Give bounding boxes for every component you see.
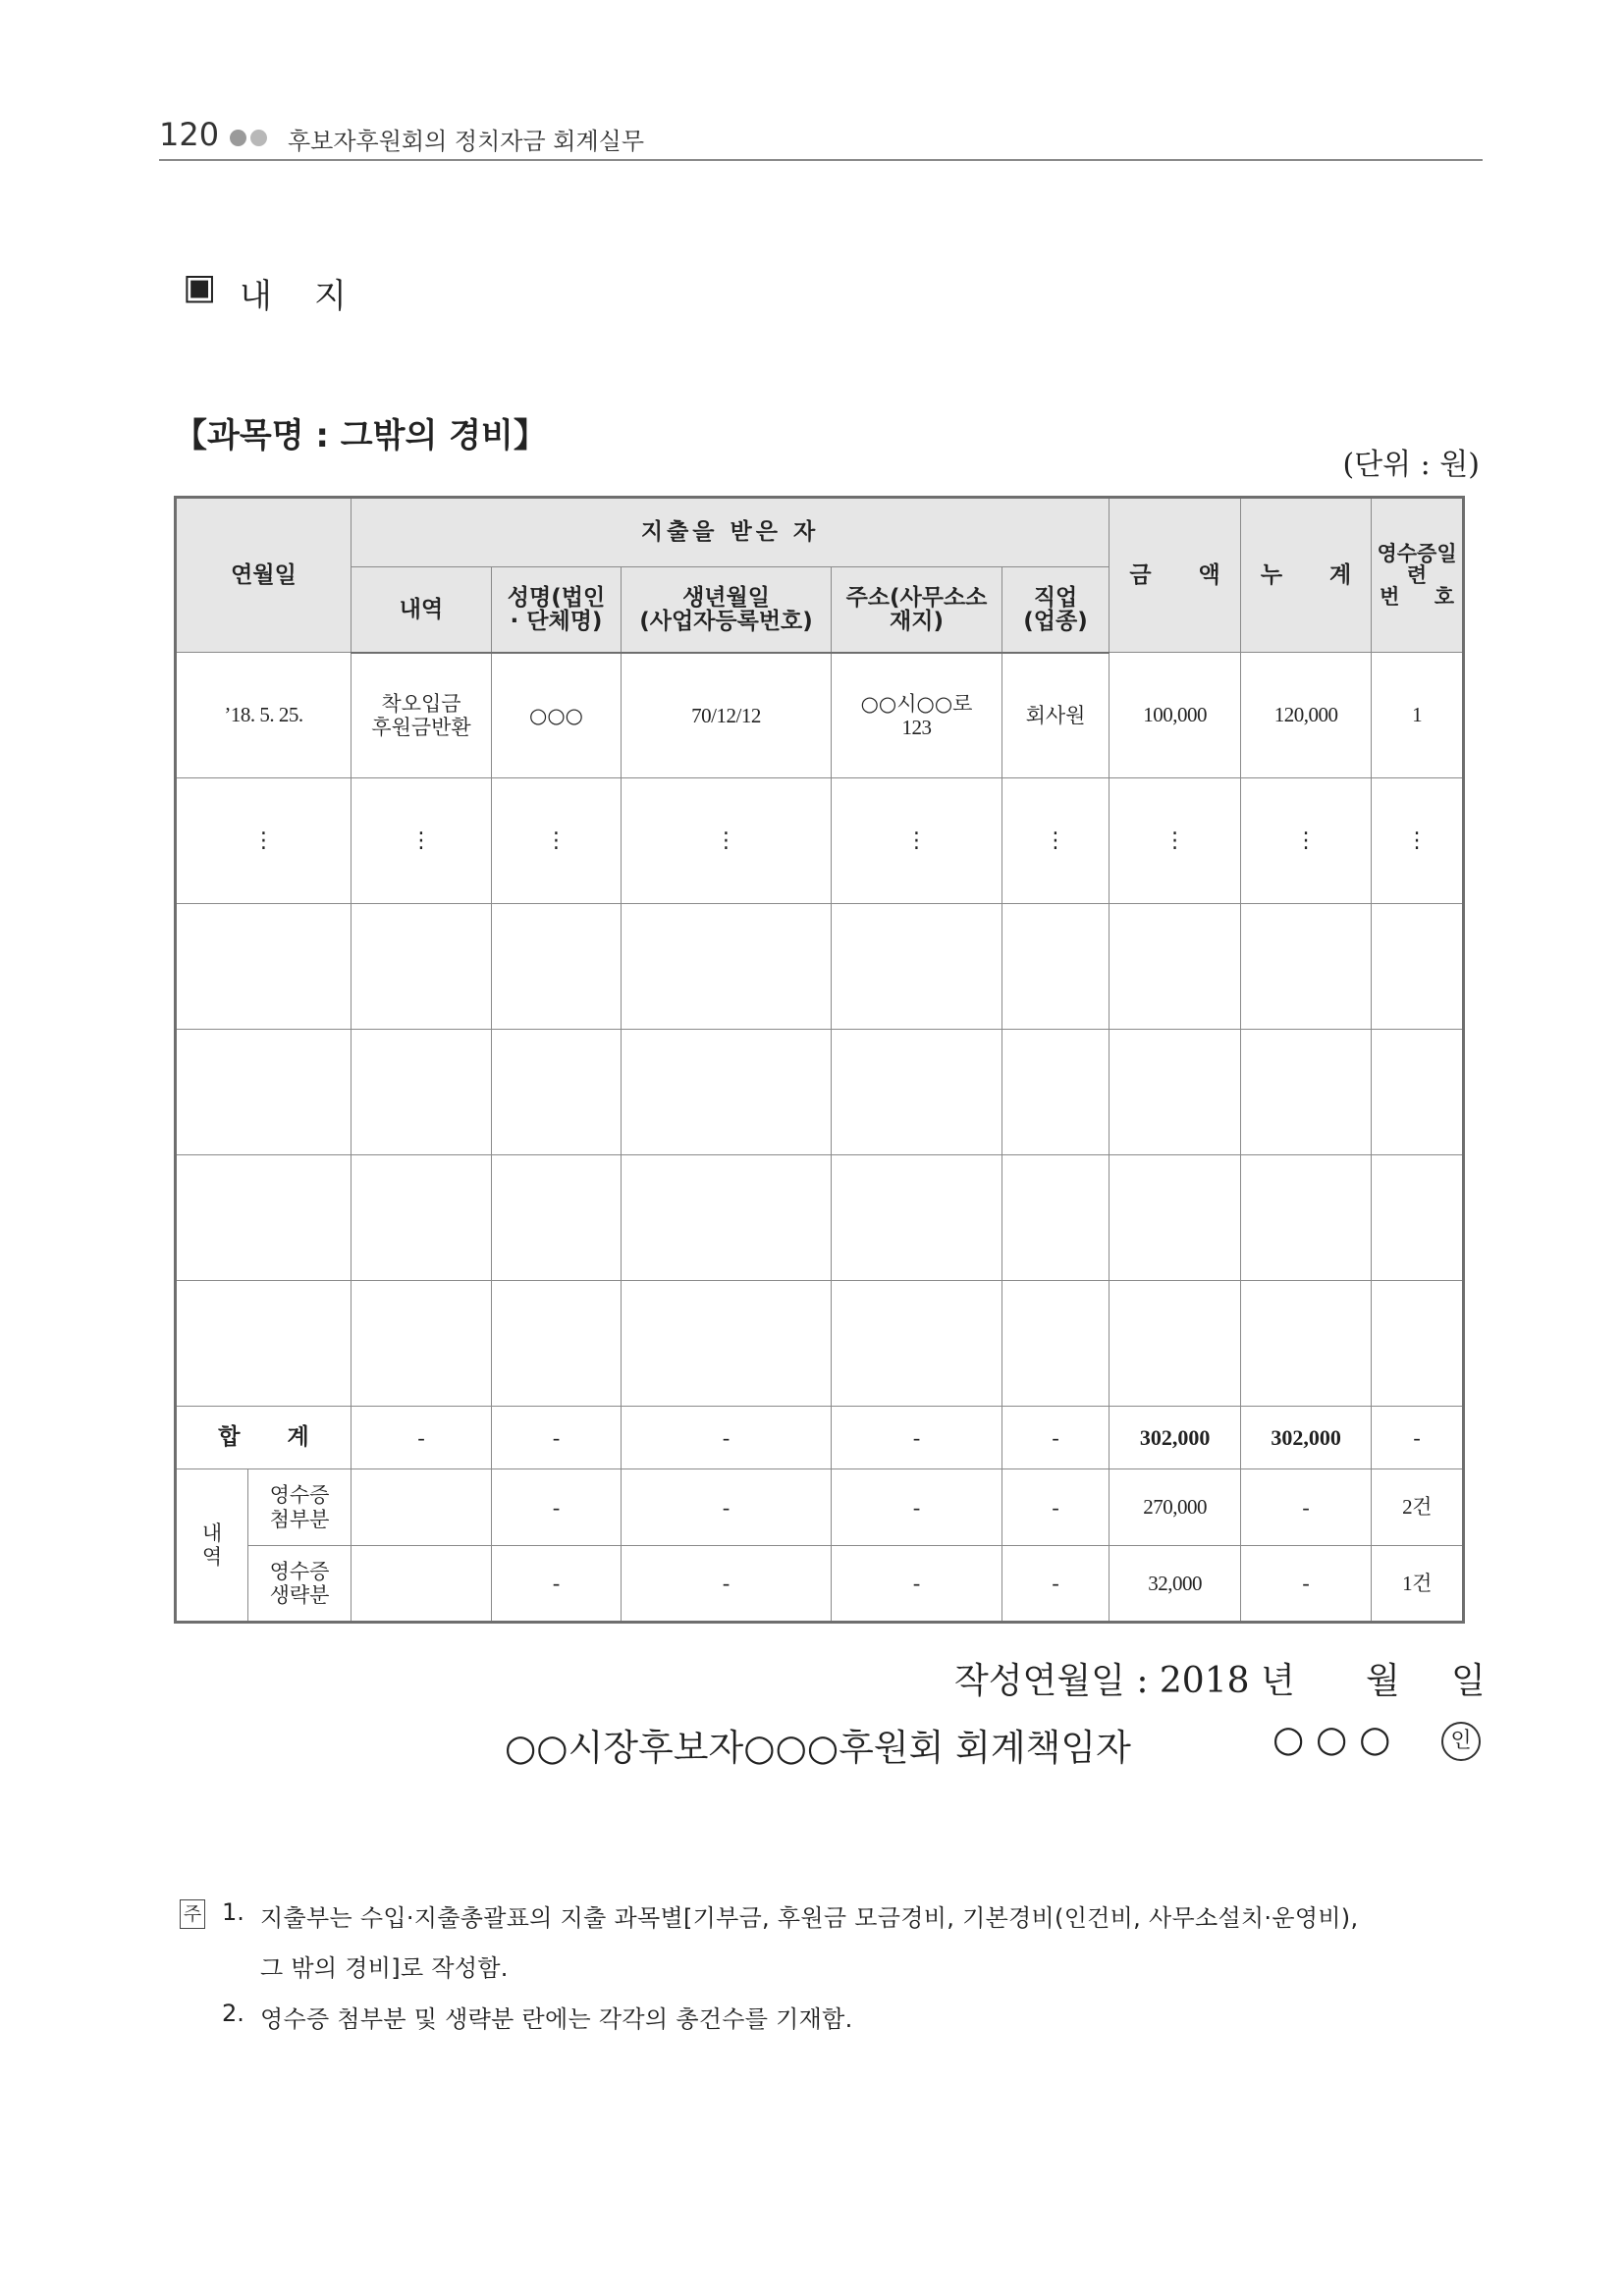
empty-cell xyxy=(1002,904,1110,1030)
cell-occupation: 회사원 xyxy=(1002,653,1110,778)
breakdown-label-char: 역 xyxy=(201,1545,223,1569)
cell-cumulative: 120,000 xyxy=(1241,653,1372,778)
header-line: (사업자등록번호) xyxy=(639,608,813,634)
empty-cell xyxy=(352,1546,492,1623)
breakdown-amount: 32,000 xyxy=(1110,1546,1241,1623)
cell-receipt-no: ⋮ xyxy=(1372,778,1464,904)
header-line: 번 호 xyxy=(1380,585,1454,610)
cell-line: 영수증 xyxy=(269,1559,330,1583)
total-label: 합 계 xyxy=(176,1407,352,1469)
empty-cell xyxy=(832,904,1002,1030)
cell-birth-or-reg-no: 70/12/12 xyxy=(622,653,832,778)
empty-cell xyxy=(352,904,492,1030)
cell-amount: 100,000 xyxy=(1110,653,1241,778)
empty-cell xyxy=(622,1030,832,1155)
empty-cell xyxy=(492,904,622,1030)
empty-cell xyxy=(832,1281,1002,1407)
header-date: 연월일 xyxy=(176,498,352,653)
cell-address: ⋮ xyxy=(832,778,1002,904)
breakdown-receipt-count: 1건 xyxy=(1372,1546,1464,1623)
empty-row xyxy=(176,1030,1464,1155)
breakdown-address: - xyxy=(832,1469,1002,1546)
header-birth-or-reg-no xyxy=(622,567,832,653)
breakdown-birth-or-reg-no: - xyxy=(622,1469,832,1546)
cell-name: ○○○ xyxy=(492,653,622,778)
header-line: 성명(법인 xyxy=(507,584,606,611)
note-number: 1. xyxy=(222,1898,244,1926)
empty-cell xyxy=(1241,1155,1372,1281)
empty-cell xyxy=(492,1030,622,1155)
cell-line: 생략분 xyxy=(269,1583,330,1607)
section-marker-icon: ▣ xyxy=(183,267,217,307)
empty-cell xyxy=(176,1281,352,1407)
header-line: 주소(사무소소 xyxy=(845,584,988,611)
bullet-dot-icon xyxy=(250,130,267,146)
empty-cell xyxy=(1241,1281,1372,1407)
header-line: (업종) xyxy=(1023,608,1088,634)
empty-cell xyxy=(622,904,832,1030)
empty-cell xyxy=(1110,904,1241,1030)
empty-cell xyxy=(1110,1030,1241,1155)
unit-note: (단위 : 원) xyxy=(1342,448,1480,482)
total-row xyxy=(176,1407,1464,1469)
breakdown-amount: 270,000 xyxy=(1110,1469,1241,1546)
cell-date: ’18. 5. 25. xyxy=(176,653,352,778)
breakdown-cumulative: - xyxy=(1241,1546,1372,1623)
signatory-name: ○ ○ ○ xyxy=(1272,1718,1391,1760)
cell-line: 착오입금 xyxy=(381,691,461,716)
cell-amount: ⋮ xyxy=(1110,778,1241,904)
header-line: 영수증일 xyxy=(1377,541,1457,565)
note-text: 영수증 첨부분 및 생략분 란에는 각각의 총건수를 기재함. xyxy=(260,2005,853,2033)
table-row xyxy=(176,653,1464,778)
empty-cell xyxy=(1002,1030,1110,1155)
empty-cell xyxy=(176,1030,352,1155)
total-amount: 302,000 xyxy=(1110,1407,1241,1469)
table-row xyxy=(176,778,1464,904)
cell-description xyxy=(352,653,492,778)
empty-cell xyxy=(352,1281,492,1407)
empty-row xyxy=(176,1155,1464,1281)
breakdown-name: - xyxy=(492,1546,622,1623)
cell-line: 영수증 xyxy=(269,1483,330,1508)
empty-cell xyxy=(176,904,352,1030)
breakdown-name: - xyxy=(492,1469,622,1546)
note-text: 지출부는 수입·지출총괄표의 지출 과목별[기부금, 후원금 모금경비, 기본경비(인건비, 사무소설치·운영비), xyxy=(260,1904,1359,1932)
empty-cell xyxy=(1110,1281,1241,1407)
breakdown-cumulative: - xyxy=(1241,1469,1372,1546)
total-name: - xyxy=(492,1407,622,1469)
empty-row xyxy=(176,904,1464,1030)
bullet-dot-icon xyxy=(230,130,246,146)
cell-address xyxy=(832,653,1002,778)
breakdown-address: - xyxy=(832,1546,1002,1623)
section-title-char: 내 xyxy=(240,277,272,316)
breakdown-receipt-count: 2건 xyxy=(1372,1469,1464,1546)
cell-line: 첨부분 xyxy=(269,1507,330,1531)
day-label: 일 xyxy=(1451,1661,1486,1701)
breakdown-row xyxy=(176,1469,1464,1546)
cell-occupation: ⋮ xyxy=(1002,778,1110,904)
empty-cell xyxy=(1372,1281,1464,1407)
empty-cell xyxy=(352,1469,492,1546)
signature-line: ○○시장후보자○○○후원회 회계책임자 xyxy=(505,1727,1131,1769)
empty-cell xyxy=(1372,1030,1464,1155)
total-cumulative: 302,000 xyxy=(1241,1407,1372,1469)
empty-cell xyxy=(1372,1155,1464,1281)
empty-cell xyxy=(352,1030,492,1155)
header-receipt-no xyxy=(1372,498,1464,653)
expenditure-ledger-table xyxy=(174,496,1465,1624)
empty-cell xyxy=(622,1155,832,1281)
cell-date: ⋮ xyxy=(176,778,352,904)
breakdown-row-label xyxy=(248,1469,352,1546)
breakdown-row-label xyxy=(248,1546,352,1623)
running-header xyxy=(159,114,1483,161)
cell-description: ⋮ xyxy=(352,778,492,904)
seal-icon: 인 xyxy=(1441,1722,1481,1761)
breakdown-label xyxy=(176,1469,248,1623)
header-cumulative: 누 계 xyxy=(1241,498,1372,653)
breakdown-occupation: - xyxy=(1002,1469,1110,1546)
empty-cell xyxy=(1241,904,1372,1030)
cell-line: ○○시○○로 xyxy=(860,691,973,716)
header-amount: 금 액 xyxy=(1110,498,1241,653)
cell-line: 123 xyxy=(901,715,932,739)
running-title: 후보자후원회의 정치자금 회계실무 xyxy=(288,128,645,155)
note-marker-icon: 주 xyxy=(180,1899,205,1929)
empty-cell xyxy=(1002,1281,1110,1407)
header-address xyxy=(832,567,1002,653)
total-address: - xyxy=(832,1407,1002,1469)
total-birth-or-reg-no: - xyxy=(622,1407,832,1469)
empty-cell xyxy=(1110,1155,1241,1281)
cell-receipt-no: 1 xyxy=(1372,653,1464,778)
date-label: 작성연월일 : 2018 년 xyxy=(954,1661,1295,1701)
cell-name: ⋮ xyxy=(492,778,622,904)
cell-cumulative: ⋮ xyxy=(1241,778,1372,904)
note-number: 2. xyxy=(222,2000,244,2027)
empty-cell xyxy=(1241,1030,1372,1155)
empty-cell xyxy=(1372,904,1464,1030)
subject-title: 【과목명 : 그밖의 경비】 xyxy=(174,416,547,455)
section-title-char: 지 xyxy=(314,277,347,316)
page-number: 120 xyxy=(159,116,220,153)
header-line: 직업 xyxy=(1033,584,1078,611)
empty-cell xyxy=(1002,1155,1110,1281)
empty-row xyxy=(176,1281,1464,1407)
empty-cell xyxy=(492,1155,622,1281)
header-line: 생년월일 xyxy=(682,584,770,611)
total-receipt-no: - xyxy=(1372,1407,1464,1469)
empty-cell xyxy=(622,1281,832,1407)
header-row xyxy=(176,498,1464,567)
breakdown-birth-or-reg-no: - xyxy=(622,1546,832,1623)
header-name xyxy=(492,567,622,653)
header-description: 내역 xyxy=(352,567,492,653)
header-recipient-group: 지출을 받은 자 xyxy=(352,498,1110,567)
empty-cell xyxy=(352,1155,492,1281)
note-text: 그 밖의 경비]로 작성함. xyxy=(260,1954,509,1982)
empty-cell xyxy=(176,1155,352,1281)
breakdown-occupation: - xyxy=(1002,1546,1110,1623)
header-occupation xyxy=(1002,567,1110,653)
header-line: · 단체명) xyxy=(510,608,603,634)
empty-cell xyxy=(832,1155,1002,1281)
cell-line: 후원금반환 xyxy=(371,715,471,739)
month-label: 월 xyxy=(1366,1661,1400,1701)
header-line: 련 xyxy=(1406,562,1428,587)
breakdown-row xyxy=(176,1546,1464,1623)
header-line: 재지) xyxy=(890,608,944,634)
empty-cell xyxy=(832,1030,1002,1155)
cell-birth-or-reg-no: ⋮ xyxy=(622,778,832,904)
total-occupation: - xyxy=(1002,1407,1110,1469)
breakdown-label-char: 내 xyxy=(201,1521,223,1545)
total-description: - xyxy=(352,1407,492,1469)
empty-cell xyxy=(492,1281,622,1407)
